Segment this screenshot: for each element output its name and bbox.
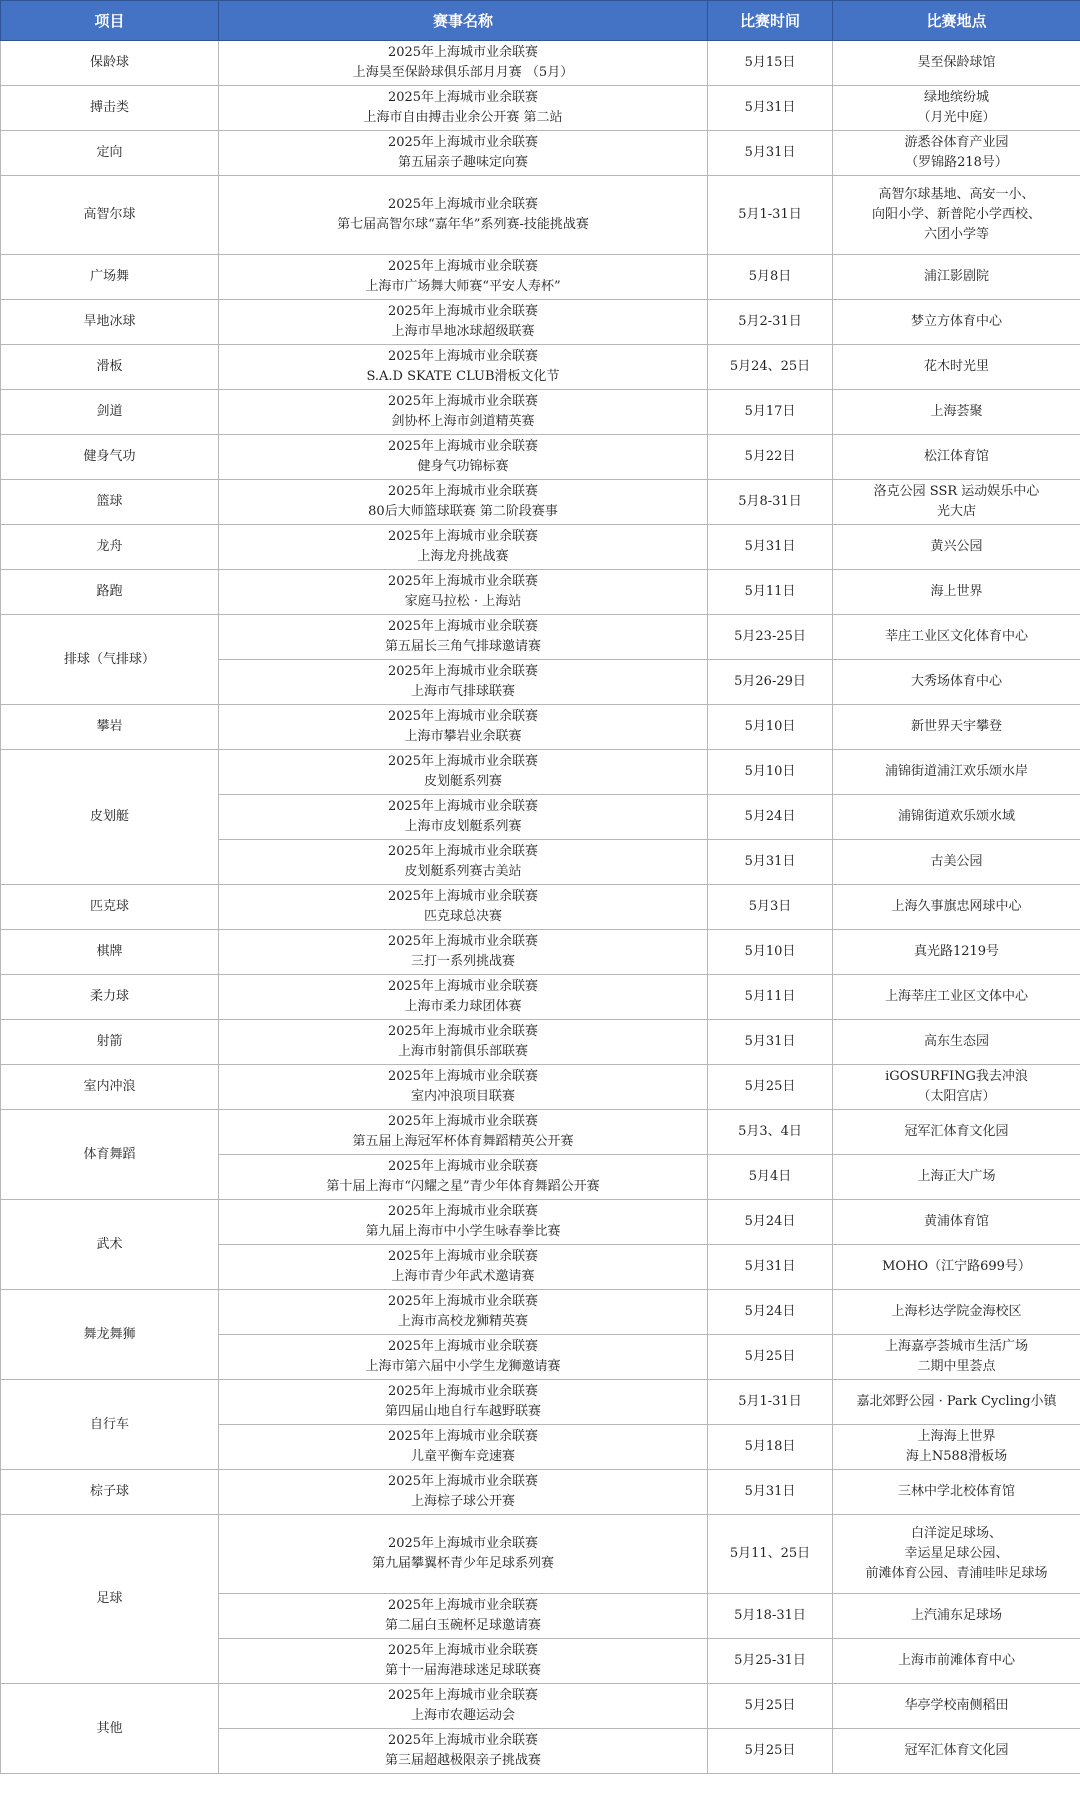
date-cell: 5月24、25日 bbox=[708, 345, 833, 390]
event-name-line: 2025年上海城市业余联赛 bbox=[387, 197, 539, 212]
event-name-line: 第三届超越极限亲子挑战赛 bbox=[384, 1753, 541, 1768]
venue-line: 浦锦街道浦江欢乐颂水岸 bbox=[884, 764, 1028, 779]
venue-cell bbox=[833, 1020, 1080, 1065]
venue-cell bbox=[833, 885, 1080, 930]
project-cell: 排球（气排球） bbox=[1, 615, 219, 705]
event-name-cell bbox=[219, 1684, 708, 1729]
venue-line: （罗锦路218号） bbox=[905, 155, 1008, 170]
header-event-name: 赛事名称 bbox=[219, 1, 708, 41]
project-cell: 匹克球 bbox=[1, 885, 219, 930]
project-cell: 龙舟 bbox=[1, 525, 219, 570]
header-project: 项目 bbox=[1, 1, 219, 41]
venue-cell bbox=[833, 1155, 1080, 1200]
event-name-line: 上海市射箭俱乐部联赛 bbox=[397, 1044, 528, 1059]
date-cell: 5月18-31日 bbox=[708, 1594, 833, 1639]
event-name-line: 上海市青少年武术邀请赛 bbox=[391, 1269, 535, 1284]
date-cell: 5月31日 bbox=[708, 131, 833, 176]
venue-cell bbox=[833, 1684, 1080, 1729]
table-row bbox=[1, 390, 1080, 435]
date-cell: 5月3日 bbox=[708, 885, 833, 930]
event-name-line: 2025年上海城市业余联赛 bbox=[387, 439, 539, 454]
venue-line: 二期中里荟点 bbox=[917, 1359, 996, 1374]
project-cell: 高智尔球 bbox=[1, 176, 219, 255]
venue-line: 光大店 bbox=[936, 504, 976, 519]
venue-line: 上海正大广场 bbox=[917, 1169, 996, 1184]
venue-cell bbox=[833, 480, 1080, 525]
date-cell: 5月18日 bbox=[708, 1425, 833, 1470]
venue-cell bbox=[833, 1470, 1080, 1515]
table-row bbox=[1, 615, 1080, 660]
event-name-cell bbox=[219, 131, 708, 176]
project-cell: 保龄球 bbox=[1, 41, 219, 86]
event-name-cell bbox=[219, 570, 708, 615]
event-name-line: 2025年上海城市业余联赛 bbox=[387, 844, 539, 859]
event-name-line: 上海市广场舞大师赛“平安人寿杯” bbox=[365, 279, 561, 294]
venue-cell bbox=[833, 1290, 1080, 1335]
date-cell: 5月10日 bbox=[708, 930, 833, 975]
event-name-line: 第二届白玉碗杯足球邀请赛 bbox=[384, 1618, 541, 1633]
event-name-cell bbox=[219, 390, 708, 435]
event-name-line: 2025年上海城市业余联赛 bbox=[387, 1339, 539, 1354]
event-name-line: 上海市气排球联赛 bbox=[410, 684, 515, 699]
venue-cell bbox=[833, 300, 1080, 345]
event-name-line: 2025年上海城市业余联赛 bbox=[387, 1069, 539, 1084]
table-row bbox=[1, 86, 1080, 131]
project-cell: 棕子球 bbox=[1, 1470, 219, 1515]
table-row bbox=[1, 1684, 1080, 1729]
venue-cell bbox=[833, 1110, 1080, 1155]
date-cell: 5月11日 bbox=[708, 975, 833, 1020]
event-name-line: 2025年上海城市业余联赛 bbox=[387, 349, 539, 364]
event-name-cell bbox=[219, 1470, 708, 1515]
date-cell: 5月1-31日 bbox=[708, 176, 833, 255]
date-cell: 5月17日 bbox=[708, 390, 833, 435]
venue-line: 高东生态园 bbox=[923, 1034, 989, 1049]
venue-line: 冠军汇体育文化园 bbox=[904, 1743, 1009, 1758]
venue-line: 海上N588滑板场 bbox=[905, 1449, 1008, 1464]
date-cell: 5月25-31日 bbox=[708, 1639, 833, 1684]
venue-cell bbox=[833, 705, 1080, 750]
event-name-line: 健身气功锦标赛 bbox=[417, 459, 509, 474]
project-cell: 室内冲浪 bbox=[1, 1065, 219, 1110]
date-cell: 5月31日 bbox=[708, 86, 833, 131]
event-name-cell bbox=[219, 1245, 708, 1290]
date-cell: 5月10日 bbox=[708, 750, 833, 795]
venue-line: 绿地缤纷城 bbox=[923, 90, 989, 105]
event-name-line: 2025年上海城市业余联赛 bbox=[387, 1249, 539, 1264]
venue-cell bbox=[833, 1245, 1080, 1290]
project-cell: 路跑 bbox=[1, 570, 219, 615]
venue-line: 上海莘庄工业区文体中心 bbox=[884, 989, 1028, 1004]
event-name-line: 2025年上海城市业余联赛 bbox=[387, 1384, 539, 1399]
event-name-line: 2025年上海城市业余联赛 bbox=[387, 529, 539, 544]
table-row bbox=[1, 525, 1080, 570]
project-cell: 自行车 bbox=[1, 1380, 219, 1470]
event-name-cell bbox=[219, 705, 708, 750]
venue-line: 高智尔球基地、高安一小、 bbox=[878, 187, 1035, 202]
header-date: 比赛时间 bbox=[708, 1, 833, 41]
project-cell: 篮球 bbox=[1, 480, 219, 525]
event-name-cell bbox=[219, 255, 708, 300]
event-name-cell bbox=[219, 885, 708, 930]
event-name-line: 2025年上海城市业余联赛 bbox=[387, 304, 539, 319]
date-cell: 5月11日 bbox=[708, 570, 833, 615]
project-cell: 广场舞 bbox=[1, 255, 219, 300]
event-name-line: 皮划艇系列赛 bbox=[423, 774, 502, 789]
event-name-line: 2025年上海城市业余联赛 bbox=[387, 979, 539, 994]
venue-line: 上汽浦东足球场 bbox=[910, 1608, 1002, 1623]
venue-line: 冠军汇体育文化园 bbox=[904, 1124, 1009, 1139]
event-name-line: 2025年上海城市业余联赛 bbox=[387, 1536, 539, 1551]
event-name-line: 2025年上海城市业余联赛 bbox=[387, 1114, 539, 1129]
event-name-line: 上海市皮划艇系列赛 bbox=[404, 819, 522, 834]
venue-cell bbox=[833, 255, 1080, 300]
venue-line: MOHO（江宁路699号） bbox=[882, 1259, 1031, 1274]
venue-line: 真光路1219号 bbox=[913, 944, 1000, 959]
date-cell: 5月31日 bbox=[708, 525, 833, 570]
event-name-line: 2025年上海城市业余联赛 bbox=[387, 135, 539, 150]
venue-cell bbox=[833, 86, 1080, 131]
venue-cell bbox=[833, 131, 1080, 176]
event-name-line: 第五届亲子趣味定向赛 bbox=[397, 155, 528, 170]
table-row bbox=[1, 1515, 1080, 1594]
venue-line: 梦立方体育中心 bbox=[910, 314, 1002, 329]
table-body bbox=[1, 41, 1080, 1774]
event-name-line: 上海龙舟挑战赛 bbox=[417, 549, 509, 564]
event-name-line: 2025年上海城市业余联赛 bbox=[387, 574, 539, 589]
date-cell: 5月24日 bbox=[708, 1290, 833, 1335]
venue-cell bbox=[833, 570, 1080, 615]
venue-line: 上海荟聚 bbox=[930, 404, 983, 419]
date-cell: 5月22日 bbox=[708, 435, 833, 480]
venue-cell bbox=[833, 345, 1080, 390]
header-row bbox=[1, 1, 1080, 41]
event-name-line: 上海市农趣运动会 bbox=[410, 1708, 515, 1723]
venue-line: 海上世界 bbox=[930, 584, 983, 599]
event-name-cell bbox=[219, 176, 708, 255]
venue-line: 新世界天宇攀登 bbox=[910, 719, 1002, 734]
event-name-line: 皮划艇系列赛古美站 bbox=[404, 864, 522, 879]
venue-cell bbox=[833, 176, 1080, 255]
venue-line: 游悉谷体育产业园 bbox=[904, 135, 1009, 150]
table-row bbox=[1, 131, 1080, 176]
venue-line: 上海久事旗忠网球中心 bbox=[891, 899, 1022, 914]
event-name-line: 2025年上海城市业余联赛 bbox=[387, 709, 539, 724]
event-name-line: 上海市旱地冰球超级联赛 bbox=[391, 324, 535, 339]
event-name-line: 2025年上海城市业余联赛 bbox=[387, 619, 539, 634]
date-cell: 5月25日 bbox=[708, 1335, 833, 1380]
event-name-cell bbox=[219, 480, 708, 525]
venue-line: 六团小学等 bbox=[923, 227, 989, 242]
date-cell: 5月31日 bbox=[708, 1470, 833, 1515]
venue-line: iGOSURFING我去冲浪 bbox=[885, 1069, 1028, 1084]
date-cell: 5月25日 bbox=[708, 1684, 833, 1729]
event-name-cell bbox=[219, 975, 708, 1020]
event-name-cell bbox=[219, 1200, 708, 1245]
table-row bbox=[1, 345, 1080, 390]
header-venue: 比赛地点 bbox=[833, 1, 1080, 41]
event-name-line: 2025年上海城市业余联赛 bbox=[387, 1643, 539, 1658]
project-cell: 武术 bbox=[1, 1200, 219, 1290]
event-name-line: 2025年上海城市业余联赛 bbox=[387, 664, 539, 679]
venue-cell bbox=[833, 975, 1080, 1020]
project-cell: 剑道 bbox=[1, 390, 219, 435]
date-cell: 5月31日 bbox=[708, 1020, 833, 1065]
event-name-cell bbox=[219, 840, 708, 885]
event-name-line: 第十届上海市“闪耀之星”青少年体育舞蹈公开赛 bbox=[326, 1179, 600, 1194]
venue-cell bbox=[833, 1335, 1080, 1380]
venue-line: 黄浦体育馆 bbox=[923, 1214, 989, 1229]
event-name-line: 2025年上海城市业余联赛 bbox=[387, 754, 539, 769]
table-row bbox=[1, 570, 1080, 615]
venue-cell bbox=[833, 1425, 1080, 1470]
venue-line: 花木时光里 bbox=[923, 359, 989, 374]
date-cell: 5月1-31日 bbox=[708, 1380, 833, 1425]
table-row bbox=[1, 1200, 1080, 1245]
event-name-cell bbox=[219, 1335, 708, 1380]
venue-line: 前滩体育公园、青浦哇咔足球场 bbox=[865, 1566, 1048, 1581]
event-name-line: 2025年上海城市业余联赛 bbox=[387, 394, 539, 409]
project-cell: 射箭 bbox=[1, 1020, 219, 1065]
event-name-line: 2025年上海城市业余联赛 bbox=[387, 1688, 539, 1703]
event-name-line: 2025年上海城市业余联赛 bbox=[387, 45, 539, 60]
project-cell: 攀岩 bbox=[1, 705, 219, 750]
event-name-line: 上海市高校龙狮精英赛 bbox=[397, 1314, 528, 1329]
venue-cell bbox=[833, 795, 1080, 840]
table-row bbox=[1, 750, 1080, 795]
venue-line: 三林中学北校体育馆 bbox=[897, 1484, 1015, 1499]
venue-line: 浦锦街道欢乐颂水域 bbox=[897, 809, 1015, 824]
event-name-cell bbox=[219, 1020, 708, 1065]
venue-cell bbox=[833, 1200, 1080, 1245]
venue-cell bbox=[833, 1594, 1080, 1639]
table-row bbox=[1, 435, 1080, 480]
date-cell: 5月24日 bbox=[708, 1200, 833, 1245]
venue-line: 幸运星足球公园、 bbox=[904, 1546, 1009, 1561]
event-name-line: 2025年上海城市业余联赛 bbox=[387, 1733, 539, 1748]
table-row bbox=[1, 176, 1080, 255]
event-name-line: 儿童平衡车竞速赛 bbox=[410, 1449, 515, 1464]
table-row bbox=[1, 1470, 1080, 1515]
table-row bbox=[1, 975, 1080, 1020]
project-cell: 滑板 bbox=[1, 345, 219, 390]
date-cell: 5月8-31日 bbox=[708, 480, 833, 525]
project-cell: 舞龙舞狮 bbox=[1, 1290, 219, 1380]
event-name-cell bbox=[219, 795, 708, 840]
date-cell: 5月15日 bbox=[708, 41, 833, 86]
date-cell: 5月25日 bbox=[708, 1729, 833, 1774]
project-cell: 棋牌 bbox=[1, 930, 219, 975]
table-row bbox=[1, 885, 1080, 930]
event-name-cell bbox=[219, 345, 708, 390]
venue-line: 华亭学校南侧稻田 bbox=[904, 1698, 1009, 1713]
event-name-line: 第五届上海冠军杯体育舞蹈精英公开赛 bbox=[352, 1134, 574, 1149]
venue-cell bbox=[833, 1729, 1080, 1774]
date-cell: 5月10日 bbox=[708, 705, 833, 750]
venue-line: （月光中庭） bbox=[917, 110, 996, 125]
table-row bbox=[1, 1020, 1080, 1065]
venue-line: 上海嘉亭荟城市生活广场 bbox=[884, 1339, 1028, 1354]
venue-cell bbox=[833, 1380, 1080, 1425]
project-cell: 旱地冰球 bbox=[1, 300, 219, 345]
venue-cell bbox=[833, 660, 1080, 705]
event-name-cell bbox=[219, 1110, 708, 1155]
event-name-line: 2025年上海城市业余联赛 bbox=[387, 1429, 539, 1444]
project-cell: 其他 bbox=[1, 1684, 219, 1774]
event-name-line: 2025年上海城市业余联赛 bbox=[387, 90, 539, 105]
table-row bbox=[1, 1065, 1080, 1110]
venue-cell bbox=[833, 930, 1080, 975]
event-name-cell bbox=[219, 525, 708, 570]
event-name-cell bbox=[219, 41, 708, 86]
date-cell: 5月4日 bbox=[708, 1155, 833, 1200]
table-row bbox=[1, 1380, 1080, 1425]
event-name-cell bbox=[219, 1290, 708, 1335]
date-cell: 5月24日 bbox=[708, 795, 833, 840]
table-row bbox=[1, 705, 1080, 750]
event-name-line: 2025年上海城市业余联赛 bbox=[387, 1204, 539, 1219]
venue-line: 昊至保龄球馆 bbox=[917, 55, 996, 70]
venue-line: 白洋淀足球场、 bbox=[910, 1526, 1002, 1541]
event-name-cell bbox=[219, 86, 708, 131]
event-name-line: 上海棕子球公开赛 bbox=[410, 1494, 515, 1509]
event-name-line: 第十一届海港球迷足球联赛 bbox=[384, 1663, 541, 1678]
table-row bbox=[1, 300, 1080, 345]
event-name-line: 家庭马拉松 · 上海站 bbox=[404, 594, 522, 609]
event-name-line: 第五届长三角气排球邀请赛 bbox=[384, 639, 541, 654]
event-name-cell bbox=[219, 1639, 708, 1684]
venue-line: 嘉北郊野公园 · Park Cycling小镇 bbox=[856, 1394, 1057, 1409]
table-row bbox=[1, 480, 1080, 525]
event-name-line: 2025年上海城市业余联赛 bbox=[387, 1159, 539, 1174]
event-name-cell bbox=[219, 930, 708, 975]
venue-cell bbox=[833, 390, 1080, 435]
event-name-cell bbox=[219, 1729, 708, 1774]
event-name-cell bbox=[219, 1380, 708, 1425]
venue-cell bbox=[833, 41, 1080, 86]
table-row bbox=[1, 255, 1080, 300]
project-cell: 皮划艇 bbox=[1, 750, 219, 885]
event-name-line: 第九届上海市中小学生咏春拳比赛 bbox=[365, 1224, 561, 1239]
table-row bbox=[1, 1290, 1080, 1335]
event-name-line: 2025年上海城市业余联赛 bbox=[387, 889, 539, 904]
date-cell: 5月31日 bbox=[708, 840, 833, 885]
event-name-line: 上海市柔力球团体赛 bbox=[404, 999, 522, 1014]
event-name-line: 2025年上海城市业余联赛 bbox=[387, 799, 539, 814]
event-name-cell bbox=[219, 435, 708, 480]
date-cell: 5月11、25日 bbox=[708, 1515, 833, 1594]
venue-line: （太阳宫店） bbox=[917, 1089, 996, 1104]
venue-cell bbox=[833, 1065, 1080, 1110]
event-name-line: 第九届攀翼杯青少年足球系列赛 bbox=[371, 1556, 554, 1571]
event-name-line: 2025年上海城市业余联赛 bbox=[387, 484, 539, 499]
project-cell: 健身气功 bbox=[1, 435, 219, 480]
event-name-cell bbox=[219, 1425, 708, 1470]
event-name-line: 2025年上海城市业余联赛 bbox=[387, 1474, 539, 1489]
venue-cell bbox=[833, 525, 1080, 570]
venue-line: 莘庄工业区文化体育中心 bbox=[884, 629, 1028, 644]
date-cell: 5月3、4日 bbox=[708, 1110, 833, 1155]
event-name-line: 2025年上海城市业余联赛 bbox=[387, 934, 539, 949]
event-name-line: 上海市攀岩业余联赛 bbox=[404, 729, 522, 744]
event-name-line: 室内冲浪项目联赛 bbox=[410, 1089, 515, 1104]
table-row bbox=[1, 41, 1080, 86]
event-name-line: 2025年上海城市业余联赛 bbox=[387, 259, 539, 274]
project-cell: 足球 bbox=[1, 1515, 219, 1684]
event-name-line: 上海市自由搏击业余公开赛 第二站 bbox=[363, 110, 563, 125]
event-name-cell bbox=[219, 1065, 708, 1110]
event-name-cell bbox=[219, 660, 708, 705]
table-row bbox=[1, 1110, 1080, 1155]
venue-line: 洛克公园 SSR 运动娱乐中心 bbox=[873, 484, 1040, 499]
venue-line: 上海市前滩体育中心 bbox=[897, 1653, 1015, 1668]
venue-cell bbox=[833, 1515, 1080, 1594]
date-cell: 5月23-25日 bbox=[708, 615, 833, 660]
venue-cell bbox=[833, 840, 1080, 885]
venue-line: 向阳小学、新普陀小学西校、 bbox=[871, 207, 1041, 222]
venue-cell bbox=[833, 750, 1080, 795]
event-name-line: 2025年上海城市业余联赛 bbox=[387, 1294, 539, 1309]
event-name-line: 上海市第六届中小学生龙狮邀请赛 bbox=[365, 1359, 561, 1374]
event-name-line: 2025年上海城市业余联赛 bbox=[387, 1024, 539, 1039]
venue-line: 大秀场体育中心 bbox=[910, 674, 1002, 689]
event-name-cell bbox=[219, 750, 708, 795]
date-cell: 5月8日 bbox=[708, 255, 833, 300]
event-name-cell bbox=[219, 1594, 708, 1639]
event-name-line: 第四届山地自行车越野联赛 bbox=[384, 1404, 541, 1419]
date-cell: 5月26-29日 bbox=[708, 660, 833, 705]
venue-cell bbox=[833, 435, 1080, 480]
date-cell: 5月2-31日 bbox=[708, 300, 833, 345]
date-cell: 5月31日 bbox=[708, 1245, 833, 1290]
event-name-line: 上海昊至保龄球俱乐部月月赛 （5月） bbox=[352, 65, 574, 80]
project-cell: 体育舞蹈 bbox=[1, 1110, 219, 1200]
venue-line: 黄兴公园 bbox=[930, 539, 983, 554]
date-cell: 5月25日 bbox=[708, 1065, 833, 1110]
venue-line: 松江体育馆 bbox=[923, 449, 989, 464]
event-name-cell bbox=[219, 1155, 708, 1200]
event-name-cell bbox=[219, 615, 708, 660]
project-cell: 柔力球 bbox=[1, 975, 219, 1020]
event-name-line: 匹克球总决赛 bbox=[423, 909, 502, 924]
venue-line: 古美公园 bbox=[930, 854, 983, 869]
venue-cell bbox=[833, 615, 1080, 660]
event-name-line: S.A.D SKATE CLUB滑板文化节 bbox=[366, 369, 560, 384]
venue-line: 上海杉达学院金海校区 bbox=[891, 1304, 1022, 1319]
event-name-line: 第七届高智尔球“嘉年华”系列赛-技能挑战赛 bbox=[337, 217, 589, 232]
venue-line: 上海海上世界 bbox=[917, 1429, 996, 1444]
event-name-line: 剑协杯上海市剑道精英赛 bbox=[391, 414, 535, 429]
table-row bbox=[1, 930, 1080, 975]
event-name-line: 2025年上海城市业余联赛 bbox=[387, 1598, 539, 1613]
event-name-line: 三打一系列挑战赛 bbox=[410, 954, 515, 969]
project-cell: 搏击类 bbox=[1, 86, 219, 131]
event-name-line: 80后大师篮球联赛 第二阶段赛事 bbox=[368, 504, 558, 519]
event-name-cell bbox=[219, 300, 708, 345]
project-cell: 定向 bbox=[1, 131, 219, 176]
venue-cell bbox=[833, 1639, 1080, 1684]
venue-line: 浦江影剧院 bbox=[923, 269, 989, 284]
event-name-cell bbox=[219, 1515, 708, 1594]
